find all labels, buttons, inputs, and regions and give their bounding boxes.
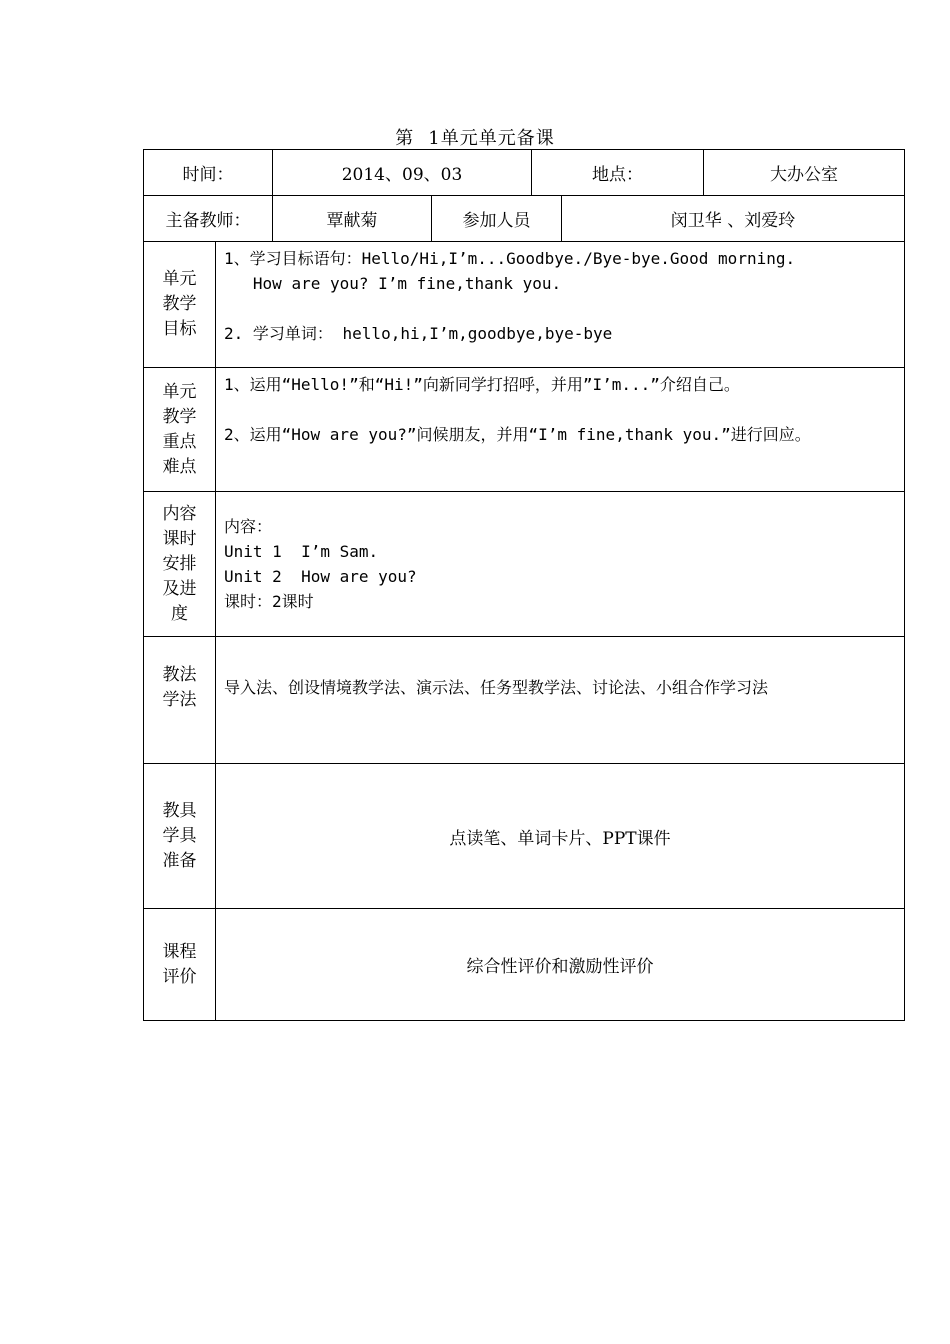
focus-label xyxy=(143,367,216,492)
methods-content xyxy=(215,636,905,764)
schedule-content xyxy=(215,491,905,637)
focus-label-text: 单元 教学 重点 难点 xyxy=(162,381,197,477)
schedule-line-3: Unit 2 How are you? xyxy=(224,567,417,586)
tools-label xyxy=(143,763,216,909)
tools-text: 点读笔、单词卡片、PPT课件 xyxy=(449,828,671,849)
schedule-label-text: 内容 课时 安排 及进 度 xyxy=(162,503,197,624)
place-value: 大办公室 xyxy=(703,149,905,196)
methods-label xyxy=(143,636,216,764)
focus-line-2: 2、运用“How are you?”问候朋友，并用“I’m fine,thank you.”进行回应。 xyxy=(224,425,811,444)
title-prefix: 第 xyxy=(395,128,415,149)
goals-label xyxy=(143,241,216,368)
goals-line-3: 2. 学习单词： hello,hi,I’m,goodbye,bye-bye xyxy=(224,324,613,343)
focus-line-1: 1、运用“Hello!”和“Hi!”向新同学打招呼，并用”I’m...”介绍自己。 xyxy=(224,375,740,394)
members-label: 参加人员 xyxy=(431,195,562,242)
schedule-line-4: 课时：2课时 xyxy=(224,592,314,611)
page-title xyxy=(0,124,950,150)
methods-label-text: 教法 学法 xyxy=(162,665,197,710)
title-unit: 1单元单元备课 xyxy=(428,128,555,149)
place-label: 地点： xyxy=(531,149,704,196)
lead-teacher-value: 覃献菊 xyxy=(272,195,432,242)
tools-label-text: 教具 学具 准备 xyxy=(162,800,197,871)
goals-line-1: 1、学习目标语句：Hello/Hi,I’m...Goodbye./Bye-bye.Good morning. xyxy=(224,249,796,268)
lesson-plan-table xyxy=(143,149,905,1021)
evaluation-text: 综合性评价和激励性评价 xyxy=(466,957,654,977)
goals-line-2: How are you? I’m fine,thank you. xyxy=(224,274,562,293)
lead-teacher-label: 主备教师： xyxy=(143,195,273,242)
time-label: 时间： xyxy=(143,149,273,196)
schedule-line-2: Unit 1 I’m Sam. xyxy=(224,542,379,561)
methods-text: 导入法、创设情境教学法、演示法、任务型教学法、讨论法、小组合作学习法 xyxy=(224,678,769,697)
evaluation-content xyxy=(215,908,905,1021)
schedule-line-1: 内容： xyxy=(224,517,273,536)
evaluation-label xyxy=(143,908,216,1021)
evaluation-label-text: 课程 评价 xyxy=(162,941,197,987)
goals-content xyxy=(215,241,905,368)
schedule-label xyxy=(143,491,216,637)
goals-label-text: 单元 教学 目标 xyxy=(162,269,197,339)
tools-content xyxy=(215,763,905,909)
members-value: 闵卫华 、刘爱玲 xyxy=(561,195,905,242)
focus-content xyxy=(215,367,905,492)
time-value: 2014、09、03 xyxy=(272,149,532,196)
